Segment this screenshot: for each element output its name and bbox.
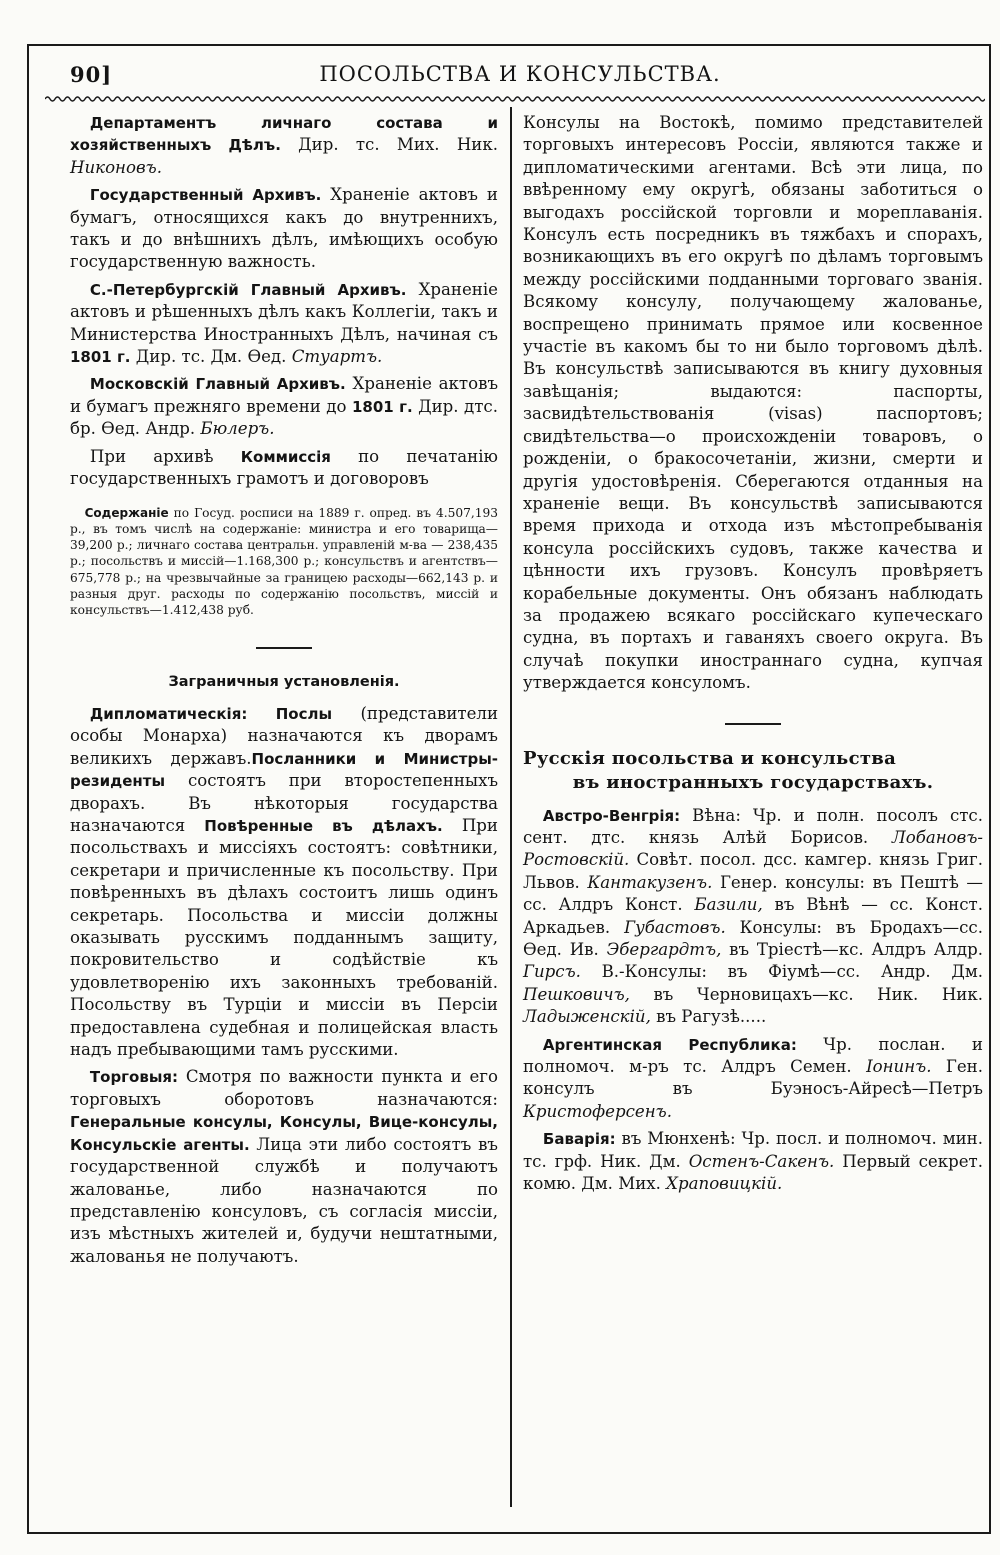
year-text: 1801 г. — [70, 348, 131, 367]
entry-text: въ Тріестѣ—кс. Алдръ Алдр. — [721, 940, 983, 959]
person-name: Базили, — [694, 895, 763, 915]
entry-heading: Дипломатическія: Послы — [89, 704, 333, 723]
right-column — [523, 112, 983, 1195]
person-name: Бюлеръ. — [200, 419, 275, 439]
entry-text: въ Вѣнѣ — сс. Конст. Аркадьев. — [523, 895, 983, 937]
entry-text: Храненіе актовъ и бумагъ прежняго времени до — [70, 374, 498, 416]
person-name: Гирсъ. — [523, 962, 581, 982]
paragraph-austria-hungary — [523, 805, 983, 1029]
entry-text: При архивѣ — [89, 446, 241, 466]
paragraph-commission — [70, 446, 498, 491]
entry-heading: С.-Петербургскій Главный Архивъ. — [89, 280, 407, 299]
column-divider — [510, 107, 512, 1507]
paragraph-argentina — [523, 1034, 983, 1124]
title-line: въ иностранныхъ государствахъ. — [572, 771, 934, 793]
person-name: Остенъ-Сакенъ. — [688, 1151, 835, 1171]
running-title: ПОСОЛЬСТВА И КОНСУЛЬСТВА. — [319, 62, 721, 86]
entry-heading: Московскій Главный Архивъ. — [89, 375, 346, 394]
entry-heading: Посланники и Министры-резиденты — [70, 749, 498, 791]
entry-text: Ген. консулъ въ Буэносъ-Айресѣ—Петръ — [523, 1057, 983, 1099]
section-separator — [256, 647, 312, 649]
paragraph-consuls — [523, 112, 983, 695]
entry-text: въ Черновицахъ—кс. Ник. Ник. — [629, 984, 983, 1004]
person-name: Лобановъ-Ростовскій. — [523, 827, 983, 870]
year-text: 1801 г. — [351, 397, 413, 416]
page-header — [60, 62, 980, 92]
entry-text: Дир. тс. Дм. Ѳед. — [130, 347, 292, 367]
entry-text: Совѣт. посол. дсс. камгер. князь Григ. Львов. — [523, 850, 983, 892]
person-name: Пешковичъ, — [523, 984, 630, 1004]
person-name: Стуартъ. — [291, 347, 383, 367]
note-text: по Госуд. росписи на 1889 г. опред. въ 4.507,193 р., въ томъ числѣ на содержаніе: министра и его товарища—39,200 р.; личнаго состава центральн. управленій м-ва — 238,435 р.; посольствъ и миссій—1.168,300 р.; консульствъ и агентствъ—675,778 р.; на чрезвычайные за границею расходы—662,143 р. и разныя друг. расходы по содержанію посольствъ, миссій и консульствъ—1.412,438 руб. — [70, 505, 498, 618]
budget-note — [70, 505, 498, 619]
entry-text: Храненіе актовъ и бумагъ, относящихся какъ до внутреннихъ, такъ и до внѣшнихъ дѣлъ, имѣющихъ особую государственную важность. — [70, 185, 498, 272]
paragraph-trade — [70, 1066, 498, 1268]
wavy-rule — [45, 93, 985, 105]
country-heading: Баварія: — [542, 1130, 616, 1149]
paragraph-bavaria — [523, 1128, 983, 1195]
note-heading: Содержаніе — [84, 505, 169, 520]
entry-text: Генер. консулы: въ Пештѣ — сс. Алдръ Конст. — [523, 872, 983, 915]
section-title: Заграничныя установленія. — [168, 673, 400, 690]
paragraph-department — [70, 112, 498, 179]
entry-text: Консулы: въ Бродахъ—сс. Ѳед. Ив. — [523, 917, 983, 959]
entry-text: Чр. послан. и полномоч. м-ръ тс. Алдръ Семен. — [523, 1034, 983, 1077]
person-name: Кантакузенъ. — [587, 872, 713, 892]
section-separator — [725, 723, 781, 725]
entry-text: по печатанію государственныхъ грамотъ и договоровъ — [70, 446, 498, 489]
paragraph-spb-archive — [70, 279, 498, 369]
entry-text: При посольствахъ и миссіяхъ состоятъ: совѣтники, секретари и причисленные къ посольству. При повѣренныхъ въ дѣлахъ состоитъ лишь одинъ секретарь. Посольства и миссіи должны оказывать русскимъ подданнымъ защиту, покровительство и содѣйствіе къ удовлетворенію ихъ законныхъ требованій. Посольству въ Турціи и миссіи въ Персіи предоставлена судебная и полицейская власть надъ пребывающими тамъ русскими. — [70, 816, 498, 1060]
person-name: Іонинъ. — [866, 1057, 932, 1077]
entry-heading: Государственный Архивъ. — [89, 186, 322, 205]
person-name: Храповицкій. — [666, 1174, 783, 1194]
entry-heading: Повѣренные въ дѣлахъ. — [204, 817, 443, 836]
person-name: Губастовъ. — [624, 917, 726, 937]
country-heading: Аргентинская Республика: — [542, 1035, 797, 1054]
person-name: Эбергардтъ, — [606, 940, 722, 959]
person-name: Никоновъ. — [70, 157, 162, 177]
entry-text: (представители особы Монарха) назначаются къ дворамъ великихъ державъ. — [70, 703, 499, 768]
title-line: Русскія посольства и консульства — [523, 747, 897, 769]
entry-text: Первый секрет. комю. Дм. Мих. — [523, 1151, 983, 1194]
entry-text: въ Рагузѣ..... — [650, 1007, 767, 1027]
entry-text: Вѣна: Чр. и полн. посолъ стс. сент. дтс. князь Алѣй Борисов. — [523, 805, 983, 847]
person-name: Кристоферсенъ. — [523, 1101, 672, 1121]
entry-text: Дир. дтс. бр. Ѳед. Андр. — [70, 396, 498, 439]
paragraph-moscow-archive — [70, 373, 498, 440]
person-name: Ладыженскій, — [523, 1007, 651, 1027]
paragraph-state-archive — [70, 184, 498, 274]
entry-text: Храненіе актовъ и рѣшенныхъ дѣлъ какъ Коллегіи, такъ и Министерства Иностранныхъ Дѣлъ, начиная съ — [70, 279, 498, 344]
entry-heading: Генеральные консулы, Консулы, Вице-консулы, Консульскіе агенты. — [70, 1113, 498, 1154]
entry-text: В.-Консулы: въ Фіумѣ—сс. Андр. Дм. — [580, 962, 983, 982]
entry-heading: Коммиссія — [240, 447, 331, 466]
entry-heading: Департаментъ личнаго состава и хозяйственныхъ Дѣлъ. — [70, 114, 498, 155]
entry-text: состоятъ при второстепенныхъ дворахъ. Въ нѣкоторыя государства назначаются — [70, 771, 498, 836]
country-heading: Австро-Венгрія: — [542, 806, 681, 825]
entry-text: Смотря по важности пункта и его торговыхъ оборотовъ назначаются: — [70, 1067, 498, 1109]
entry-text: Лица эти либо состоятъ въ государственной службѣ и получаютъ жалованье, либо назначаются по представленію консуловъ, съ согласія миссіи, изъ мѣстныхъ жителей и, будучи нештатными, жалованья не получаютъ. — [70, 1134, 498, 1266]
left-column — [70, 112, 498, 1268]
section-title — [523, 747, 983, 795]
entry-text: Консулы на Востокѣ, помимо представителей торговыхъ интересовъ Россіи, являются также и дипломатическими агентами. Всѣ эти лица, по ввѣренному ему округѣ, обязаны заботиться о выгодахъ россійской торговли и мореплаванія. Консулъ есть посредникъ въ тяжбахъ и спорахъ, возникающихъ въ его округѣ по дѣламъ торговымъ между россійскими подданными торговаго званія. Всякому консулу, получающему жалованье, воспрещено принимать прямое или косвенное участіе въ какомъ бы то ни было торговомъ дѣлѣ. Въ консульствѣ записываются въ книгу духовныя завѣщанія; выдаются: паспорты, засвидѣтельствованія (visas) паспортовъ; свидѣтельства—о происхожденіи товаровъ, о рожденіи, о бракосочетаніи, жизни, смерти и другія удостовѣренія. Сберегаются отданныя на храненіе вещи. Въ консульствѣ записываются время прихода и отхода изъ мѣстопребыванія консула россійскихъ судовъ, также качества и цѣнности ихъ грузовъ. Консулъ провѣряетъ корабельные документы. Онъ обязанъ наблюдать за продажею всякаго россійскаго купеческаго судна, въ портахъ и гаваняхъ своего округа. Въ случаѣ покупки иностраннаго судна, купчая утверждается консуломъ. — [523, 113, 983, 693]
page-number: 90] — [70, 62, 113, 87]
paragraph-diplomatic — [70, 703, 498, 1062]
entry-heading: Торговыя: — [89, 1068, 179, 1087]
entry-text: Дир. тс. Мих. Ник. — [280, 135, 499, 155]
entry-text: въ Мюнхенѣ: Чр. посл. и полномоч. мин. тс. грф. Ник. Дм. — [523, 1129, 983, 1171]
